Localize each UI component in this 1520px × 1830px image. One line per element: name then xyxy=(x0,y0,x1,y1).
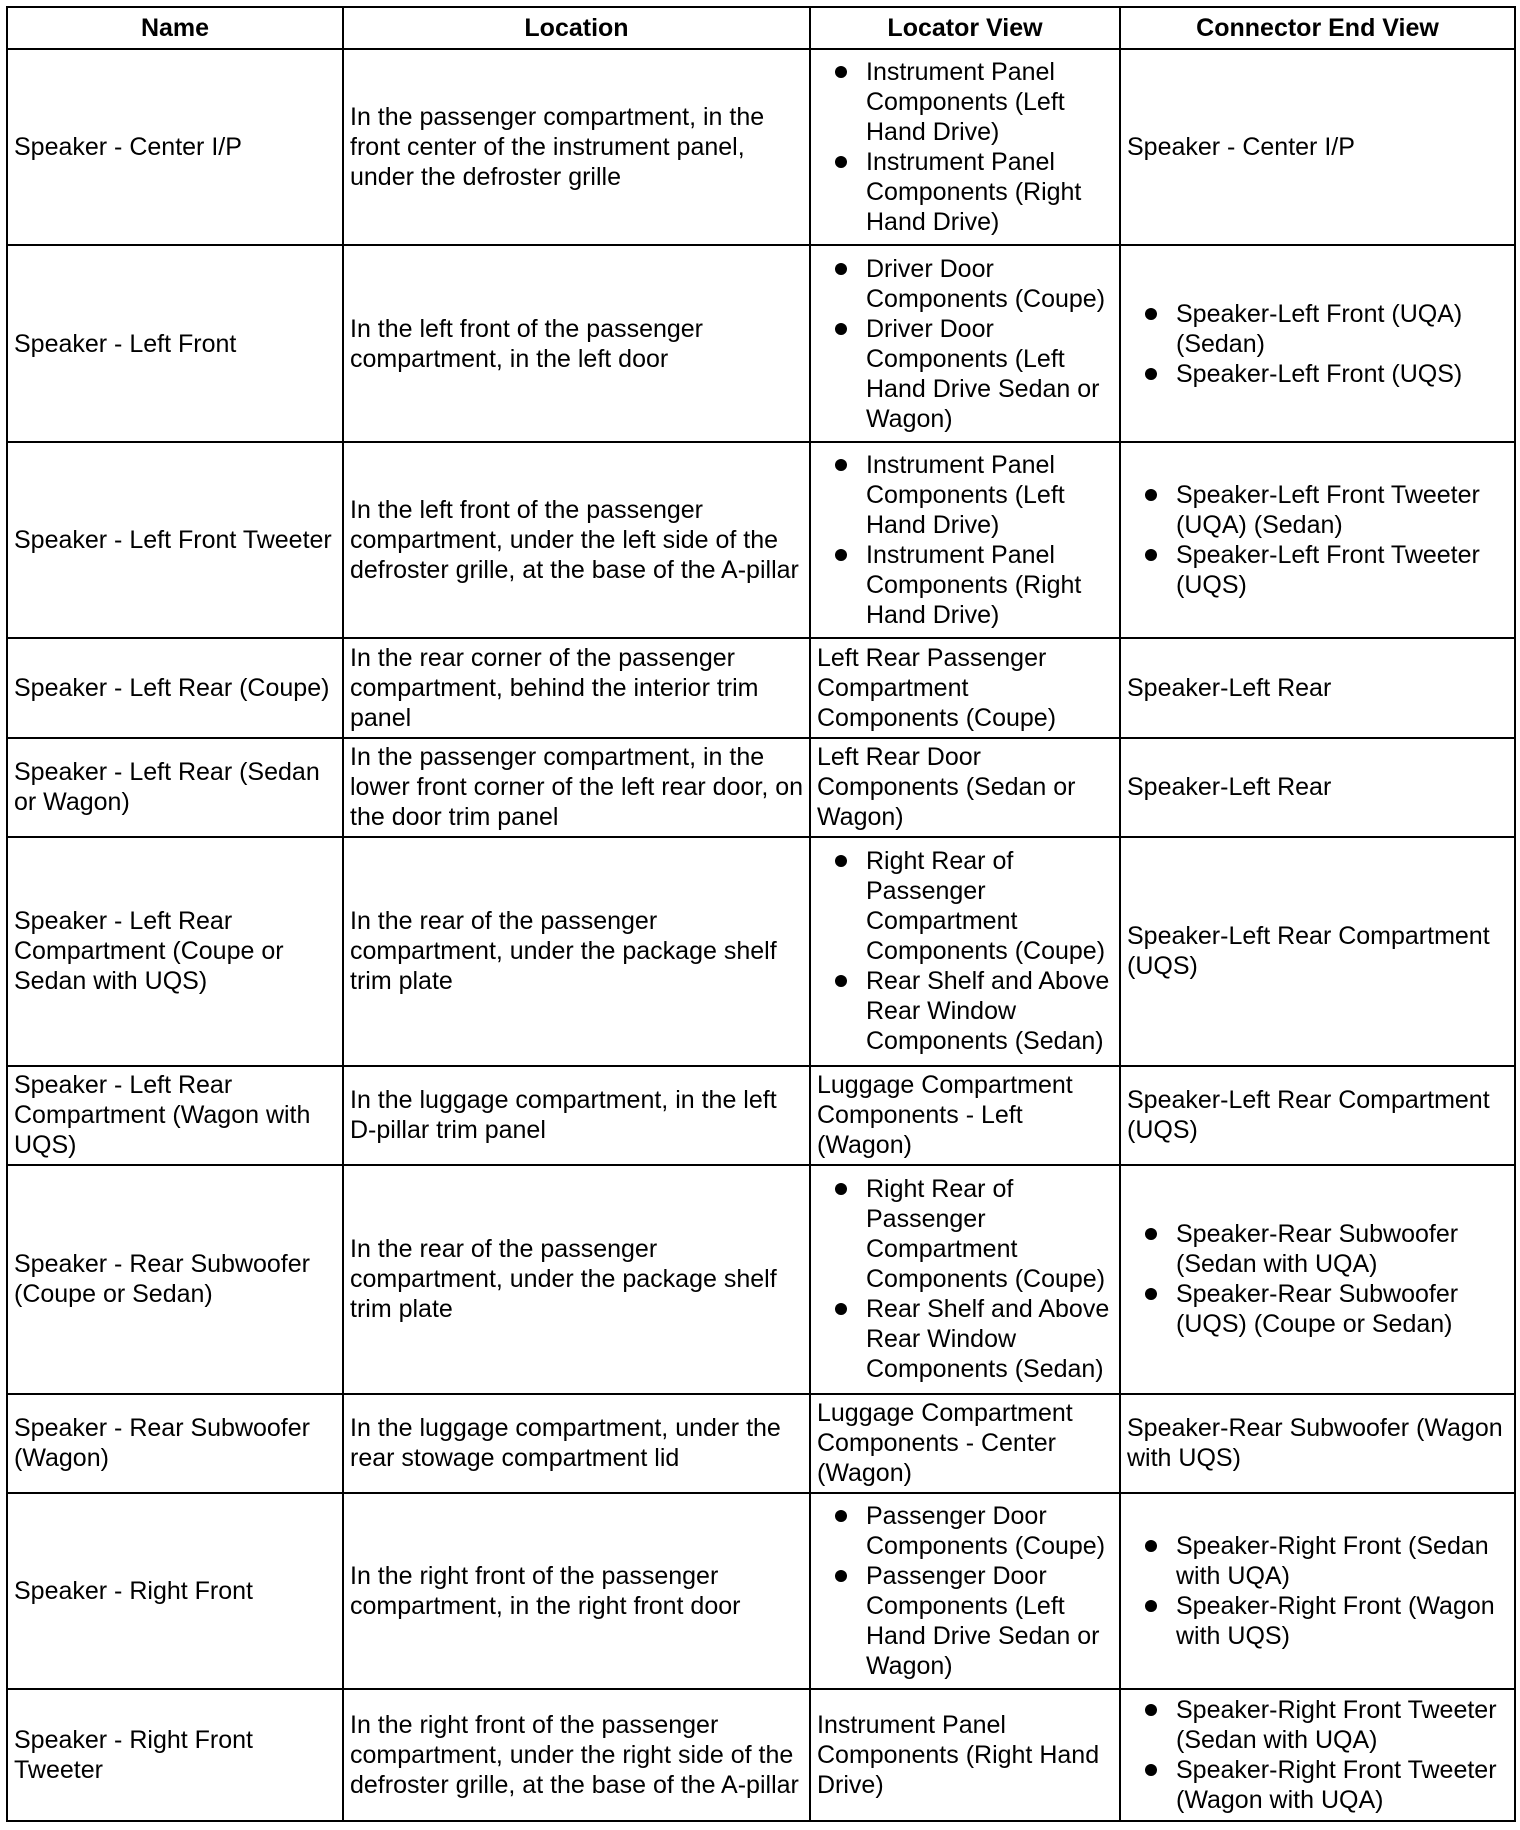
table-row xyxy=(7,837,1515,1066)
connector-end-view-cell xyxy=(1120,245,1515,441)
bullet-item: Rear Shelf and Above Rear Window Components (Sedan) xyxy=(817,966,1113,1056)
bullet-item: Speaker-Rear Subwoofer (UQS) (Coupe or Sedan) xyxy=(1127,1279,1508,1339)
bullet-item: Passenger Door Components (Coupe) xyxy=(817,1501,1113,1561)
location-cell: In the right front of the passenger compartment, in the right front door xyxy=(343,1493,810,1689)
bullet-item: Speaker-Left Front (UQS) xyxy=(1127,359,1508,389)
table-row xyxy=(7,1066,1515,1165)
location-cell: In the luggage compartment, under the rear stowage compartment lid xyxy=(343,1394,810,1493)
bullet-item: Instrument Panel Components (Right Hand Drive) xyxy=(817,540,1113,630)
bullet-list xyxy=(1127,299,1508,389)
connector-end-view-cell: Speaker-Left Rear Compartment (UQS) xyxy=(1120,837,1515,1066)
component-locator-table xyxy=(6,6,1516,1822)
bullet-item: Instrument Panel Components (Left Hand Drive) xyxy=(817,450,1113,540)
locator-view-cell xyxy=(810,442,1120,638)
location-cell: In the rear of the passenger compartment, under the package shelf trim plate xyxy=(343,1165,810,1394)
connector-end-view-cell: Speaker-Left Rear Compartment (UQS) xyxy=(1120,1066,1515,1165)
locator-view-cell: Instrument Panel Components (Right Hand Drive) xyxy=(810,1689,1120,1821)
header-location: Location xyxy=(343,7,810,49)
name-cell: Speaker - Rear Subwoofer (Wagon) xyxy=(7,1394,343,1493)
table-row xyxy=(7,1689,1515,1821)
bullet-item: Speaker-Right Front Tweeter (Wagon with UQA) xyxy=(1127,1755,1508,1815)
name-cell: Speaker - Right Front xyxy=(7,1493,343,1689)
locator-view-cell xyxy=(810,837,1120,1066)
bullet-item: Driver Door Components (Left Hand Drive Sedan or Wagon) xyxy=(817,314,1113,434)
name-cell: Speaker - Center I/P xyxy=(7,49,343,245)
table-row xyxy=(7,1394,1515,1493)
bullet-list xyxy=(817,450,1113,630)
name-cell: Speaker - Rear Subwoofer (Coupe or Sedan) xyxy=(7,1165,343,1394)
location-cell: In the left front of the passenger compartment, under the left side of the defroster grille, at the base of the A-pillar xyxy=(343,442,810,638)
name-cell: Speaker - Left Rear Compartment (Wagon with UQS) xyxy=(7,1066,343,1165)
locator-view-cell: Left Rear Door Components (Sedan or Wagon) xyxy=(810,738,1120,837)
bullet-item: Passenger Door Components (Left Hand Drive Sedan or Wagon) xyxy=(817,1561,1113,1681)
table-row xyxy=(7,1493,1515,1689)
header-row xyxy=(7,7,1515,49)
locator-view-cell xyxy=(810,245,1120,441)
name-cell: Speaker - Left Rear (Sedan or Wagon) xyxy=(7,738,343,837)
table-row xyxy=(7,442,1515,638)
bullet-item: Speaker-Rear Subwoofer (Sedan with UQA) xyxy=(1127,1219,1508,1279)
locator-view-cell: Left Rear Passenger Compartment Components (Coupe) xyxy=(810,638,1120,737)
bullet-item: Instrument Panel Components (Left Hand Drive) xyxy=(817,57,1113,147)
location-cell: In the passenger compartment, in the front center of the instrument panel, under the defroster grille xyxy=(343,49,810,245)
bullet-item: Speaker-Left Front Tweeter (UQS) xyxy=(1127,540,1508,600)
bullet-list xyxy=(817,1501,1113,1681)
bullet-list xyxy=(1127,1219,1508,1339)
bullet-list xyxy=(817,846,1113,1056)
bullet-list xyxy=(1127,1531,1508,1651)
location-cell: In the right front of the passenger compartment, under the right side of the defroster grille, at the base of the A-pillar xyxy=(343,1689,810,1821)
name-cell: Speaker - Left Front Tweeter xyxy=(7,442,343,638)
connector-end-view-cell: Speaker-Rear Subwoofer (Wagon with UQS) xyxy=(1120,1394,1515,1493)
bullet-list xyxy=(817,1174,1113,1384)
header-connector-end-view: Connector End View xyxy=(1120,7,1515,49)
connector-end-view-cell xyxy=(1120,1493,1515,1689)
bullet-list xyxy=(1127,1695,1508,1815)
location-cell: In the rear corner of the passenger compartment, behind the interior trim panel xyxy=(343,638,810,737)
bullet-item: Speaker-Right Front (Wagon with UQS) xyxy=(1127,1591,1508,1651)
bullet-item: Right Rear of Passenger Compartment Components (Coupe) xyxy=(817,846,1113,966)
table-row xyxy=(7,245,1515,441)
locator-view-cell xyxy=(810,1493,1120,1689)
bullet-list xyxy=(817,57,1113,237)
bullet-list xyxy=(1127,480,1508,600)
location-cell: In the left front of the passenger compartment, in the left door xyxy=(343,245,810,441)
connector-end-view-cell: Speaker - Center I/P xyxy=(1120,49,1515,245)
header-name: Name xyxy=(7,7,343,49)
bullet-item: Speaker-Right Front Tweeter (Sedan with UQA) xyxy=(1127,1695,1508,1755)
name-cell: Speaker - Right Front Tweeter xyxy=(7,1689,343,1821)
table-body xyxy=(7,49,1515,1821)
name-cell: Speaker - Left Rear (Coupe) xyxy=(7,638,343,737)
bullet-item: Speaker-Left Front Tweeter (UQA) (Sedan) xyxy=(1127,480,1508,540)
header-locator-view: Locator View xyxy=(810,7,1120,49)
table-row xyxy=(7,638,1515,737)
bullet-item: Rear Shelf and Above Rear Window Components (Sedan) xyxy=(817,1294,1113,1384)
name-cell: Speaker - Left Rear Compartment (Coupe or Sedan with UQS) xyxy=(7,837,343,1066)
connector-end-view-cell xyxy=(1120,1165,1515,1394)
name-cell: Speaker - Left Front xyxy=(7,245,343,441)
connector-end-view-cell: Speaker-Left Rear xyxy=(1120,638,1515,737)
table-row xyxy=(7,738,1515,837)
table-row xyxy=(7,1165,1515,1394)
connector-end-view-cell xyxy=(1120,442,1515,638)
table-row xyxy=(7,49,1515,245)
connector-end-view-cell: Speaker-Left Rear xyxy=(1120,738,1515,837)
bullet-item: Speaker-Right Front (Sedan with UQA) xyxy=(1127,1531,1508,1591)
locator-view-cell xyxy=(810,1165,1120,1394)
location-cell: In the rear of the passenger compartment, under the package shelf trim plate xyxy=(343,837,810,1066)
connector-end-view-cell xyxy=(1120,1689,1515,1821)
locator-view-cell xyxy=(810,49,1120,245)
locator-view-cell: Luggage Compartment Components - Left (Wagon) xyxy=(810,1066,1120,1165)
bullet-item: Speaker-Left Front (UQA) (Sedan) xyxy=(1127,299,1508,359)
bullet-item: Driver Door Components (Coupe) xyxy=(817,254,1113,314)
bullet-list xyxy=(817,254,1113,434)
locator-view-cell: Luggage Compartment Components - Center (Wagon) xyxy=(810,1394,1120,1493)
bullet-item: Right Rear of Passenger Compartment Components (Coupe) xyxy=(817,1174,1113,1294)
bullet-item: Instrument Panel Components (Right Hand Drive) xyxy=(817,147,1113,237)
location-cell: In the luggage compartment, in the left D-pillar trim panel xyxy=(343,1066,810,1165)
location-cell: In the passenger compartment, in the lower front corner of the left rear door, on the door trim panel xyxy=(343,738,810,837)
